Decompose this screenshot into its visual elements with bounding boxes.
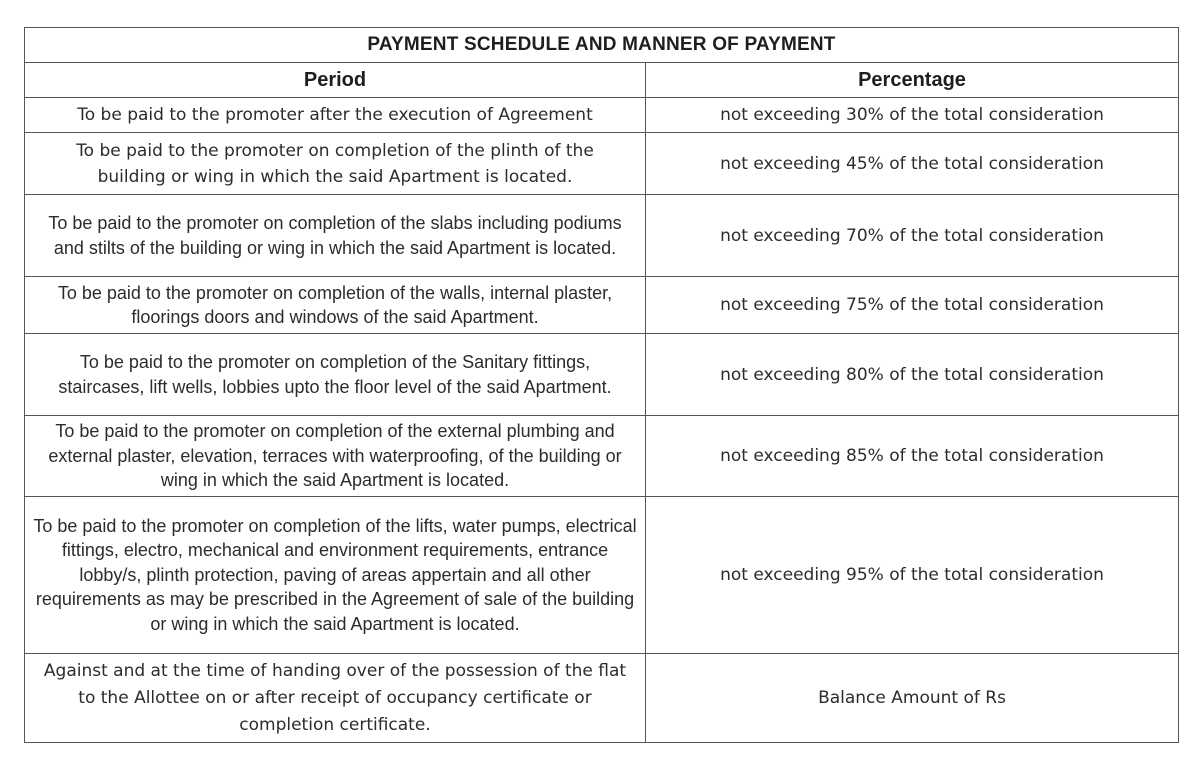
table-row [25,334,1179,416]
percentage-cell: not exceeding 45% of the total consideration [646,133,1179,195]
table-title: PAYMENT SCHEDULE AND MANNER OF PAYMENT [25,28,1179,63]
percentage-cell: not exceeding 85% of the total consideration [646,416,1179,497]
payment-schedule-table [24,27,1179,743]
period-cell: To be paid to the promoter on completion of the Sanitary fittings, staircases, lift wells, lobbies upto the floor level of the said Apartment. [25,334,646,416]
table-row [25,654,1179,743]
period-cell: To be paid to the promoter on completion of the lifts, water pumps, electrical fittings, electro, mechanical and environment requirements, entrance lobby/s, plinth protection, paving of areas appertain and all other requirements as may be prescribed in the Agreement of sale of the building or wing in which the said Apartment is located. [25,497,646,654]
column-header-percentage: Percentage [646,63,1179,98]
percentage-cell: not exceeding 75% of the total consideration [646,277,1179,334]
table-title-row [25,28,1179,63]
table-row [25,277,1179,334]
payment-schedule-document [24,27,1178,743]
table-row [25,133,1179,195]
table-row [25,98,1179,133]
percentage-cell: not exceeding 95% of the total consideration [646,497,1179,654]
period-cell: To be paid to the promoter on completion of the walls, internal plaster, floorings doors and windows of the said Apartment. [25,277,646,334]
percentage-cell: Balance Amount of Rs [646,654,1179,743]
period-cell: Against and at the time of handing over of the possession of the flat to the Allottee on or after receipt of occupancy certificate or completion certificate. [25,654,646,743]
table-row [25,497,1179,654]
column-header-period: Period [25,63,646,98]
period-cell: To be paid to the promoter on completion of the slabs including podiums and stilts of the building or wing in which the said Apartment is located. [25,195,646,277]
percentage-cell: not exceeding 70% of the total consideration [646,195,1179,277]
period-cell: To be paid to the promoter after the execution of Agreement [25,98,646,133]
period-cell: To be paid to the promoter on completion of the external plumbing and external plaster, elevation, terraces with waterproofing, of the building or wing in which the said Apartment is located. [25,416,646,497]
table-row [25,195,1179,277]
percentage-cell: not exceeding 80% of the total consideration [646,334,1179,416]
table-header-row [25,63,1179,98]
percentage-cell: not exceeding 30% of the total consideration [646,98,1179,133]
table-row [25,416,1179,497]
period-cell: To be paid to the promoter on completion of the plinth of the building or wing in which the said Apartment is located. [25,133,646,195]
